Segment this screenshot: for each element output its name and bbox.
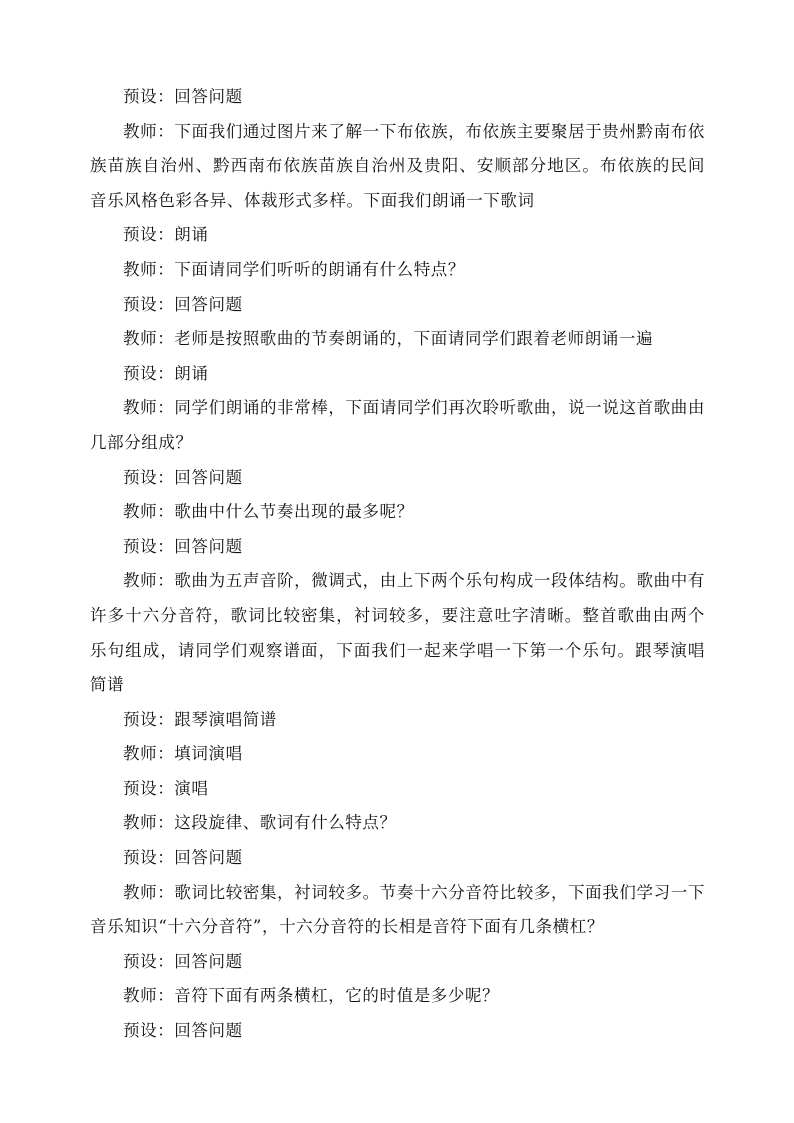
paragraph-teacher-recite-feature: 教师：下面请同学们听听的朗诵有什么特点？	[123, 259, 465, 279]
paragraph-teacher-song-structure: 教师：歌曲为五声音阶，微调式，由上下两个乐句构成一段体结构。歌曲中有许多十六分音符，歌词比较密集，衬词较多，要注意吐字清晰。整首歌曲由两个乐句组成，请同学们观察谱面，下面我们一起来学唱一下第一个乐句。跟琴演唱简谱	[90, 571, 705, 695]
paragraph-teacher-melody-feature: 教师：这段旋律、歌词有什么特点？	[123, 813, 397, 833]
paragraph-teacher-sing-lyrics: 教师：填词演唱	[123, 744, 243, 764]
paragraph-preset-answer: 预设：回答问题	[123, 951, 243, 971]
paragraph-preset-sing-notation: 预设：跟琴演唱简谱	[123, 709, 277, 729]
paragraph-preset-answer: 预设：回答问题	[123, 536, 243, 556]
paragraph-teacher-rhythm-recite: 教师：老师是按照歌曲的节奏朗诵的，下面请同学们跟着老师朗诵一遍	[123, 329, 654, 349]
paragraph-preset-recite: 预设：朗诵	[123, 363, 209, 383]
paragraph-teacher-sixteenth-note: 教师：歌词比较密集，衬词较多。节奏十六分音符比较多，下面我们学习一下音乐知识“十六分音符”，十六分音符的长相是音符下面有几条横杠？	[90, 882, 705, 937]
paragraph-preset-answer: 预设：回答问题	[123, 294, 243, 314]
paragraph-preset-answer: 预设：回答问题	[123, 1021, 243, 1041]
paragraph-preset-recite: 预设：朗诵	[123, 225, 209, 245]
paragraph-teacher-note-value: 教师：音符下面有两条横杠，它的时值是多少呢？	[123, 986, 500, 1006]
paragraph-preset-answer: 预设：回答问题	[123, 467, 243, 487]
paragraph-preset-answer: 预设：回答问题	[123, 87, 243, 106]
paragraph-preset-answer: 预设：回答问题	[123, 848, 243, 868]
paragraph-teacher-rhythm-question: 教师：歌曲中什么节奏出现的最多呢？	[123, 502, 414, 522]
paragraph-teacher-song-parts: 教师：同学们朗诵的非常棒，下面请同学们再次聆听歌曲，说一说这首歌曲由几部分组成？	[90, 398, 705, 452]
document-body	[90, 80, 705, 1049]
paragraph-preset-sing: 预设：演唱	[123, 778, 209, 798]
paragraph-teacher-buyi-intro: 教师：下面我们通过图片来了解一下布依族，布依族主要聚居于贵州黔南布依族苗族自治州、黔西南布依族苗族自治州及贵阳、安顺部分地区。布依族的民间音乐风格色彩各异、体裁形式多样。下面我们朗诵一下歌词	[90, 121, 705, 210]
